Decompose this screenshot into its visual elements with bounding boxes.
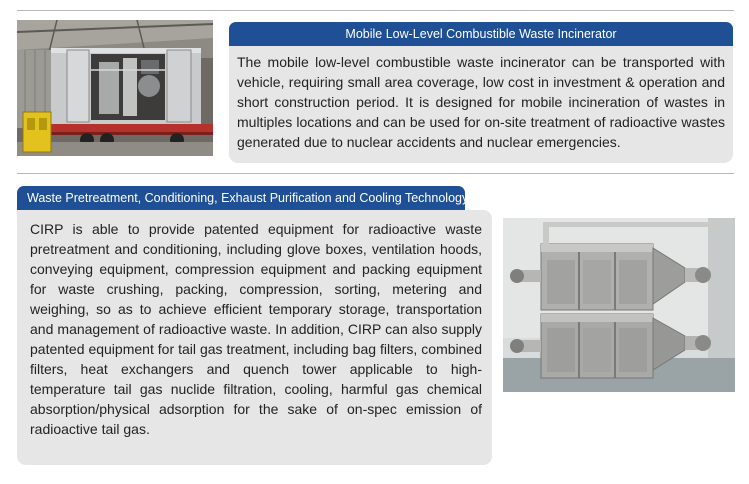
section2-title: Waste Pretreatment, Conditioning, Exhaust Purification and Cooling Technology	[17, 186, 465, 210]
middle-divider	[17, 173, 734, 174]
section2-body: CIRP is able to provide patented equipment for radioactive waste pretreatment and conditioning, including glove boxes, ventilation hoods, conveying equipment, compression equipment and packing equipment for waste crushing, packing, compression, sorting, metering and weighing, so as to achieve efficient temporary storage, transportation and management of radioactive waste. In addition, CIRP can also supply patented equipment for tail gas treatment, including bag filters, combined filters, heat exchangers and quench tower applicable to high-temperature tail gas nuclide filtration, cooling, harmful gas chemical absorption/physical adsorption for the sake of on-spec emission of radioactive tail gas.	[17, 210, 492, 465]
top-divider	[17, 10, 734, 11]
incinerator-photo	[17, 20, 213, 156]
filter-equipment-photo	[503, 218, 735, 392]
section1-body: The mobile low-level combustible waste incinerator can be transported with vehicle, requiring small area coverage, low cost in investment & operation and short construction period. It is designed for mobile incineration of wastes in multiples locations and can be used for on-site treatment of radioactive wastes generated due to nuclear accidents and nuclear emergencies.	[229, 46, 733, 163]
section1-title: Mobile Low-Level Combustible Waste Incinerator	[229, 22, 733, 46]
